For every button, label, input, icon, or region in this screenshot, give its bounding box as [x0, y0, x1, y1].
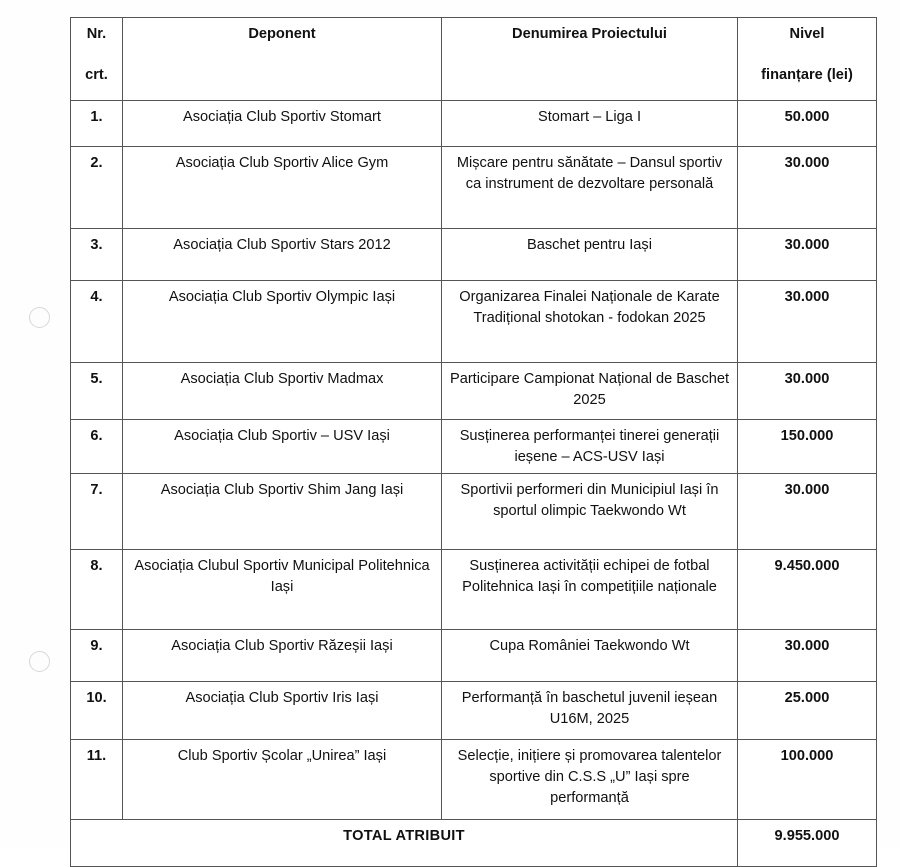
row-amount: 30.000: [738, 229, 877, 281]
row-number: 5.: [71, 363, 123, 420]
row-deponent: Asociația Club Sportiv Stomart: [123, 101, 442, 147]
row-amount: 50.000: [738, 101, 877, 147]
row-project: Participare Campionat Național de Baschet 2025: [442, 363, 738, 420]
row-amount: 150.000: [738, 420, 877, 474]
table-row: [71, 474, 877, 550]
table-row: [71, 550, 877, 630]
row-deponent: Asociația Clubul Sportiv Municipal Politehnica Iași: [123, 550, 442, 630]
row-number: 9.: [71, 630, 123, 682]
total-label: TOTAL ATRIBUIT: [71, 820, 738, 867]
column-header-nr-line2: crt.: [85, 66, 108, 83]
table-header: [71, 18, 877, 101]
row-amount: 30.000: [738, 147, 877, 229]
row-deponent: Asociația Club Sportiv Alice Gym: [123, 147, 442, 229]
row-deponent: Asociația Club Sportiv – USV Iași: [123, 420, 442, 474]
row-deponent: Asociația Club Sportiv Iris Iași: [123, 682, 442, 740]
row-amount: 30.000: [738, 363, 877, 420]
total-amount: 9.955.000: [738, 820, 877, 867]
row-amount: 25.000: [738, 682, 877, 740]
row-project: Sportivii performeri din Municipiul Iași în sportul olimpic Taekwondo Wt: [442, 474, 738, 550]
row-number: 6.: [71, 420, 123, 474]
row-number: 1.: [71, 101, 123, 147]
row-project: Stomart – Liga I: [442, 101, 738, 147]
row-deponent: Club Sportiv Școlar „Unirea” Iași: [123, 740, 442, 820]
row-project: Organizarea Finalei Naționale de Karate Tradițional shotokan - fodokan 2025: [442, 281, 738, 363]
table-header-row: [71, 18, 877, 101]
row-project: Performanță în baschetul juvenil ieșean U16M, 2025: [442, 682, 738, 740]
table-row: [71, 682, 877, 740]
row-amount: 30.000: [738, 474, 877, 550]
table-row: [71, 229, 877, 281]
column-header-amount-line1: Nivel: [789, 26, 825, 42]
row-amount: 30.000: [738, 281, 877, 363]
table-row: [71, 147, 877, 229]
table-row: [71, 363, 877, 420]
column-header-amount: [738, 18, 877, 101]
column-header-nr: [71, 18, 123, 101]
column-header-project: Denumirea Proiectului: [442, 18, 738, 101]
row-project: Susținerea activității echipei de fotbal Politehnica Iași în competițiile naționale: [442, 550, 738, 630]
row-number: 4.: [71, 281, 123, 363]
table-body: [71, 101, 877, 867]
table-row: [71, 101, 877, 147]
table-total-row: [71, 820, 877, 867]
column-header-deponent: Deponent: [123, 18, 442, 101]
row-project: Mișcare pentru sănătate – Dansul sportiv ca instrument de dezvoltare personală: [442, 147, 738, 229]
funding-allocation-table: [70, 17, 877, 867]
table-row: [71, 281, 877, 363]
row-deponent: Asociația Club Sportiv Răzeșii Iași: [123, 630, 442, 682]
row-amount: 9.450.000: [738, 550, 877, 630]
row-number: 2.: [71, 147, 123, 229]
row-deponent: Asociația Club Sportiv Shim Jang Iași: [123, 474, 442, 550]
row-deponent: Asociația Club Sportiv Madmax: [123, 363, 442, 420]
punch-hole-icon: [29, 651, 50, 672]
column-header-amount-line2: finanțare (lei): [761, 66, 853, 83]
row-number: 11.: [71, 740, 123, 820]
row-project: Selecție, inițiere și promovarea talentelor sportive din C.S.S „U” Iași spre performanță: [442, 740, 738, 820]
row-deponent: Asociația Club Sportiv Stars 2012: [123, 229, 442, 281]
row-project: Cupa României Taekwondo Wt: [442, 630, 738, 682]
row-deponent: Asociația Club Sportiv Olympic Iași: [123, 281, 442, 363]
row-number: 3.: [71, 229, 123, 281]
row-project: Susținerea performanței tinerei generații ieșene – ACS-USV Iași: [442, 420, 738, 474]
row-number: 8.: [71, 550, 123, 630]
row-amount: 30.000: [738, 630, 877, 682]
punch-hole-icon: [29, 307, 50, 328]
row-number: 7.: [71, 474, 123, 550]
column-header-nr-line1: Nr.: [86, 26, 107, 42]
table-row: [71, 420, 877, 474]
table-row: [71, 630, 877, 682]
table-row: [71, 740, 877, 820]
row-number: 10.: [71, 682, 123, 740]
row-amount: 100.000: [738, 740, 877, 820]
row-project: Baschet pentru Iași: [442, 229, 738, 281]
